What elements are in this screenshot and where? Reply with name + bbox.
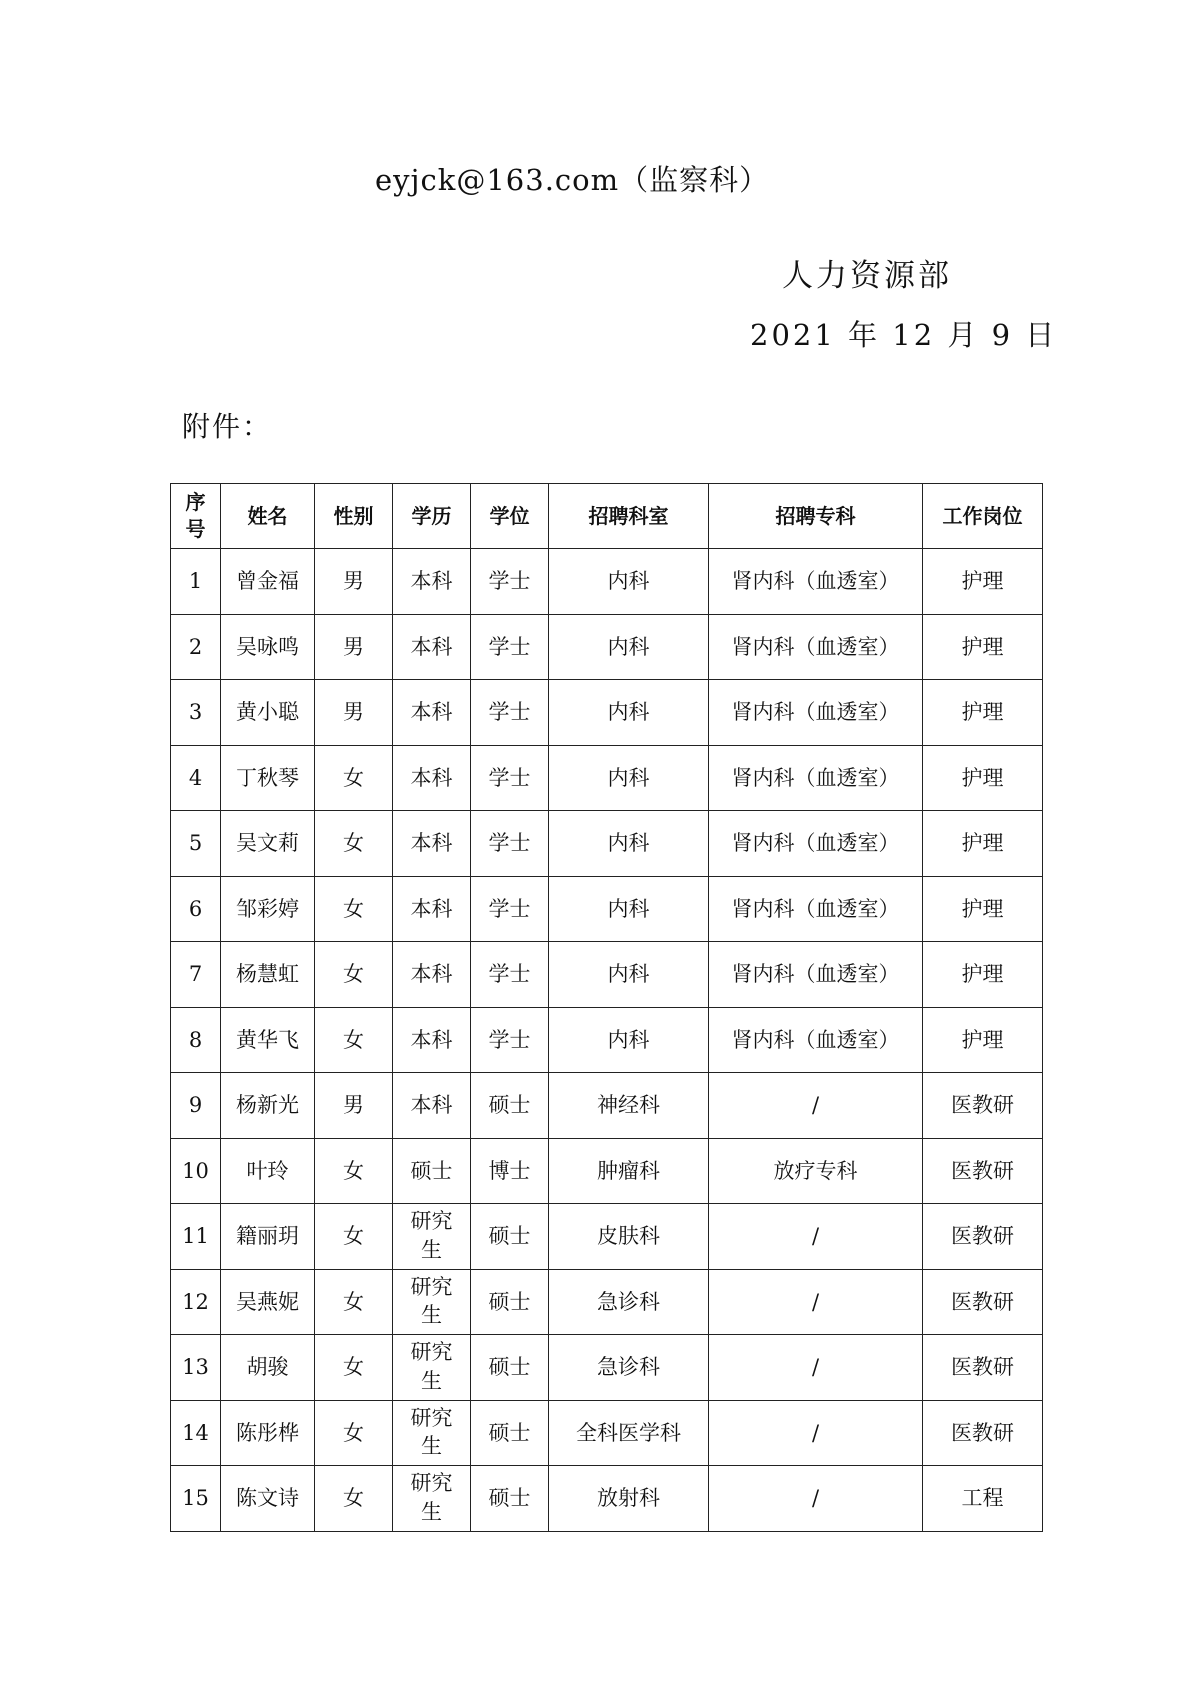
cell-specialty: 放疗专科 [709, 1138, 923, 1204]
cell-education-text: 本科 [410, 634, 453, 659]
table-row [171, 1073, 1043, 1139]
cell-position: 护理 [923, 614, 1043, 680]
cell-specialty: / [709, 1269, 923, 1335]
cell-education-text: 本科 [410, 1093, 453, 1118]
cell-degree: 硕士 [471, 1335, 549, 1401]
cell-position: 医教研 [923, 1400, 1043, 1466]
table-row [171, 876, 1043, 942]
table-row [171, 1466, 1043, 1532]
cell-name: 曾金福 [221, 549, 315, 615]
cell-education-text: 本科 [410, 700, 453, 725]
header-position: 工作岗位 [923, 484, 1043, 549]
cell-specialty: 肾内科（血透室） [709, 942, 923, 1008]
cell-education [393, 876, 471, 942]
table-row [171, 1400, 1043, 1466]
cell-position: 护理 [923, 549, 1043, 615]
cell-seq: 4 [171, 745, 221, 811]
table-row [171, 1204, 1043, 1270]
cell-gender: 男 [315, 614, 393, 680]
cell-position: 工程 [923, 1466, 1043, 1532]
cell-education-text: 本科 [410, 1027, 453, 1052]
table-row [171, 1007, 1043, 1073]
cell-department: 急诊科 [549, 1335, 709, 1401]
cell-gender: 女 [315, 1269, 393, 1335]
cell-name: 杨慧虹 [221, 942, 315, 1008]
cell-seq: 11 [171, 1204, 221, 1270]
issue-date: 2021 年 12 月 9 日 [750, 318, 1058, 352]
header-specialty: 招聘专科 [709, 484, 923, 549]
table-row [171, 745, 1043, 811]
cell-gender: 女 [315, 1466, 393, 1532]
table-header-row [171, 484, 1043, 549]
cell-seq: 8 [171, 1007, 221, 1073]
cell-position: 医教研 [923, 1073, 1043, 1139]
cell-position: 医教研 [923, 1204, 1043, 1270]
cell-position: 护理 [923, 876, 1043, 942]
cell-education-text: 研究生 [410, 1274, 453, 1328]
contact-email-line: eyjck@163.com（监察科） [375, 163, 770, 197]
cell-name: 黄小聪 [221, 680, 315, 746]
cell-seq: 9 [171, 1073, 221, 1139]
cell-position: 护理 [923, 745, 1043, 811]
cell-degree: 硕士 [471, 1204, 549, 1270]
cell-department: 内科 [549, 942, 709, 1008]
cell-department: 内科 [549, 680, 709, 746]
cell-education-text: 研究生 [410, 1209, 453, 1262]
cell-education-text: 本科 [410, 765, 453, 790]
cell-gender: 男 [315, 680, 393, 746]
cell-seq: 10 [171, 1138, 221, 1204]
cell-degree: 学士 [471, 1007, 549, 1073]
cell-seq: 14 [171, 1400, 221, 1466]
issuing-department: 人力资源部 [782, 258, 952, 294]
cell-position: 护理 [923, 1007, 1043, 1073]
attachment-label: 附件： [182, 410, 273, 443]
cell-department: 急诊科 [549, 1269, 709, 1335]
cell-specialty: / [709, 1204, 923, 1270]
header-department: 招聘科室 [549, 484, 709, 549]
cell-seq: 6 [171, 876, 221, 942]
table-row [171, 549, 1043, 615]
table-body [171, 549, 1043, 1532]
table-row [171, 1335, 1043, 1401]
cell-specialty: 肾内科（血透室） [709, 811, 923, 877]
cell-seq: 13 [171, 1335, 221, 1401]
cell-department: 神经科 [549, 1073, 709, 1139]
cell-education-text: 本科 [410, 896, 453, 921]
cell-name: 吴燕妮 [221, 1269, 315, 1335]
cell-degree: 硕士 [471, 1073, 549, 1139]
cell-gender: 女 [315, 745, 393, 811]
cell-degree: 学士 [471, 680, 549, 746]
cell-department: 内科 [549, 1007, 709, 1073]
cell-degree: 硕士 [471, 1400, 549, 1466]
cell-education [393, 1269, 471, 1335]
header-gender: 性别 [315, 484, 393, 549]
cell-education [393, 1138, 471, 1204]
cell-education [393, 1073, 471, 1139]
cell-education-text: 研究生 [410, 1405, 453, 1459]
cell-specialty: / [709, 1466, 923, 1532]
cell-department: 内科 [549, 811, 709, 877]
header-degree: 学位 [471, 484, 549, 549]
cell-education [393, 1204, 471, 1270]
cell-education-text: 硕士 [410, 1158, 453, 1183]
cell-seq: 7 [171, 942, 221, 1008]
cell-name: 陈文诗 [221, 1466, 315, 1532]
table-row [171, 942, 1043, 1008]
cell-degree: 学士 [471, 745, 549, 811]
cell-seq: 5 [171, 811, 221, 877]
cell-education [393, 680, 471, 746]
cell-name: 丁秋琴 [221, 745, 315, 811]
cell-gender: 男 [315, 1073, 393, 1139]
cell-gender: 女 [315, 876, 393, 942]
cell-gender: 女 [315, 1335, 393, 1401]
cell-education-text: 本科 [410, 962, 453, 987]
cell-specialty: / [709, 1400, 923, 1466]
table-row [171, 1138, 1043, 1204]
table-row [171, 811, 1043, 877]
cell-position: 护理 [923, 942, 1043, 1008]
cell-education-text: 研究生 [410, 1340, 453, 1393]
cell-education-text: 研究生 [410, 1471, 453, 1524]
cell-degree: 学士 [471, 614, 549, 680]
cell-gender: 女 [315, 811, 393, 877]
cell-education [393, 549, 471, 615]
cell-gender: 女 [315, 1007, 393, 1073]
cell-department: 内科 [549, 614, 709, 680]
table-row [171, 680, 1043, 746]
cell-name: 吴咏鸣 [221, 614, 315, 680]
cell-gender: 男 [315, 549, 393, 615]
cell-department: 内科 [549, 745, 709, 811]
cell-position: 医教研 [923, 1269, 1043, 1335]
cell-education [393, 1466, 471, 1532]
cell-name: 吴文莉 [221, 811, 315, 877]
cell-seq: 3 [171, 680, 221, 746]
cell-degree: 博士 [471, 1138, 549, 1204]
table-row [171, 614, 1043, 680]
cell-position: 医教研 [923, 1138, 1043, 1204]
cell-name: 黄华飞 [221, 1007, 315, 1073]
cell-specialty: 肾内科（血透室） [709, 876, 923, 942]
cell-name: 叶玲 [221, 1138, 315, 1204]
cell-department: 内科 [549, 549, 709, 615]
cell-gender: 女 [315, 1204, 393, 1270]
cell-position: 护理 [923, 680, 1043, 746]
cell-department: 全科医学科 [549, 1400, 709, 1466]
cell-degree: 学士 [471, 942, 549, 1008]
cell-education [393, 1007, 471, 1073]
cell-degree: 学士 [471, 876, 549, 942]
cell-name: 邹彩婷 [221, 876, 315, 942]
cell-specialty: 肾内科（血透室） [709, 549, 923, 615]
cell-specialty: 肾内科（血透室） [709, 614, 923, 680]
cell-name: 籍丽玥 [221, 1204, 315, 1270]
header-education: 学历 [393, 484, 471, 549]
cell-gender: 女 [315, 942, 393, 1008]
cell-specialty: 肾内科（血透室） [709, 680, 923, 746]
header-seq: 序号 [171, 484, 221, 549]
cell-seq: 15 [171, 1466, 221, 1532]
cell-name: 杨新光 [221, 1073, 315, 1139]
cell-name: 胡骏 [221, 1335, 315, 1401]
cell-education [393, 942, 471, 1008]
cell-degree: 学士 [471, 549, 549, 615]
cell-specialty: / [709, 1073, 923, 1139]
cell-seq: 12 [171, 1269, 221, 1335]
candidate-table [170, 483, 1043, 1532]
header-name: 姓名 [221, 484, 315, 549]
cell-education [393, 745, 471, 811]
table-row [171, 1269, 1043, 1335]
cell-education-text: 本科 [410, 569, 453, 594]
cell-position: 护理 [923, 811, 1043, 877]
cell-education [393, 1335, 471, 1401]
cell-education [393, 811, 471, 877]
cell-degree: 学士 [471, 811, 549, 877]
cell-degree: 硕士 [471, 1269, 549, 1335]
cell-education [393, 614, 471, 680]
cell-gender: 女 [315, 1400, 393, 1466]
cell-specialty: / [709, 1335, 923, 1401]
cell-department: 皮肤科 [549, 1204, 709, 1270]
cell-position: 医教研 [923, 1335, 1043, 1401]
cell-gender: 女 [315, 1138, 393, 1204]
cell-seq: 1 [171, 549, 221, 615]
cell-department: 肿瘤科 [549, 1138, 709, 1204]
cell-specialty: 肾内科（血透室） [709, 1007, 923, 1073]
cell-education-text: 本科 [410, 831, 453, 856]
cell-education [393, 1400, 471, 1466]
cell-seq: 2 [171, 614, 221, 680]
cell-specialty: 肾内科（血透室） [709, 745, 923, 811]
cell-degree: 硕士 [471, 1466, 549, 1532]
cell-department: 放射科 [549, 1466, 709, 1532]
cell-department: 内科 [549, 876, 709, 942]
cell-name: 陈彤桦 [221, 1400, 315, 1466]
